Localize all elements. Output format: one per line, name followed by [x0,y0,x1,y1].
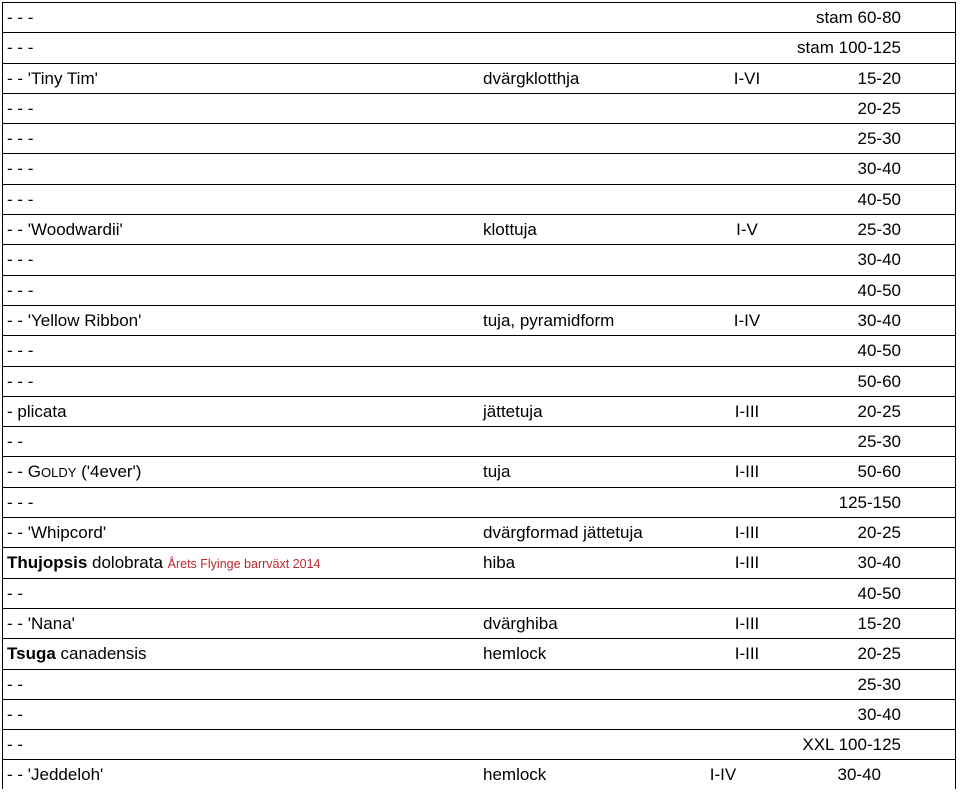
plant-name-suffix: ('4ever') [76,462,142,482]
plant-size: XXL 100-125 [802,735,901,755]
plant-price-table [2,2,956,789]
hardiness-zone: I-VI [733,68,761,88]
plant-name [7,463,141,482]
plant-name: - - 'Tiny Tim' [7,68,98,88]
table-row [3,700,955,730]
table-row [3,760,955,790]
plant-size: 125-150 [838,492,901,512]
award-note: Årets Flyinge barrväxt 2014 [167,557,321,572]
plant-name [7,554,320,573]
plant-size: 40-50 [857,280,901,300]
plant-size: stam 60-80 [815,8,901,27]
plant-name: - - - [7,280,34,300]
table-row [3,245,955,275]
hardiness-zone: I-III [734,613,760,633]
plant-size: 15-20 [857,68,901,88]
plant-description: dvärgformad jättetuja [483,523,643,543]
plant-name: - - - [7,492,34,512]
plant-size: 25-30 [857,674,901,694]
plant-name: - - - [7,129,34,149]
hardiness-zone: I-III [734,644,760,664]
plant-name-prefix: - - G [7,462,41,482]
plant-name: - - 'Woodwardii' [7,220,123,240]
table-row [3,336,955,366]
plant-size: 25-30 [857,129,901,149]
plant-description: jättetuja [483,401,543,421]
hardiness-zone: I-IV [733,310,761,330]
table-row [3,609,955,639]
plant-name: - - - [7,159,34,179]
plant-name: - plicata [7,401,67,421]
table-row [3,488,955,518]
plant-size: 50-60 [857,371,901,391]
plant-size: 40-50 [857,583,901,603]
plant-name: - - [7,583,24,603]
plant-description: dvärghiba [483,613,558,633]
hardiness-zone: I-III [734,462,760,482]
plant-name: - - - [7,371,34,391]
table-row [3,548,955,578]
table-row [3,215,955,245]
genus-name: Thujopsis [7,553,88,573]
plant-size: 30-40 [857,250,901,270]
plant-name: - - 'Jeddeloh' [7,765,104,785]
plant-name: - - 'Nana' [7,613,75,633]
plant-size: stam 100-125 [797,38,901,58]
table-row [3,3,955,33]
plant-size: 20-25 [857,401,901,421]
plant-name: - - - [7,250,34,270]
plant-size: 30-40 [857,704,901,724]
plant-size: 30-40 [857,159,901,179]
table-row [3,276,955,306]
table-row [3,670,955,700]
table-row [3,64,955,94]
plant-name: - - [7,432,24,452]
plant-name-small-caps: OLDY [41,465,77,481]
plant-size: 30-40 [857,310,901,330]
plant-name: - - [7,704,24,724]
hardiness-zone: I-V [736,220,758,240]
plant-size: 50-60 [857,462,901,482]
table-row [3,457,955,487]
plant-size: 40-50 [857,341,901,361]
plant-name: - - [7,735,24,755]
hardiness-zone: I-III [734,401,760,421]
plant-name: - - - [7,98,34,118]
plant-name: - - - [7,189,34,209]
table-row [3,367,955,397]
plant-size: 30-40 [857,553,901,573]
hardiness-zone: I-III [734,523,760,543]
plant-size: 20-25 [857,98,901,118]
plant-description: hemlock [483,765,547,785]
table-row [3,154,955,184]
plant-size: 25-30 [857,220,901,240]
plant-name: - - 'Whipcord' [7,523,107,543]
plant-size: 25-30 [857,432,901,452]
plant-name: - - - [7,341,34,361]
plant-size: 20-25 [857,644,901,664]
plant-name: - - [7,674,24,694]
table-row [3,33,955,63]
table-row [3,124,955,154]
table-row [3,730,955,760]
plant-name: - - - [7,38,34,58]
table-row [3,94,955,124]
genus-name: Tsuga [7,644,56,664]
species-name: dolobrata [87,553,168,573]
plant-description: tuja [483,462,511,482]
plant-size: 30-40 [837,765,881,785]
table-row [3,306,955,336]
plant-description: klottuja [483,220,537,240]
plant-description: dvärgklotthja [483,68,580,88]
table-row [3,639,955,669]
table-row [3,518,955,548]
plant-name [7,645,147,663]
plant-size: 40-50 [857,189,901,209]
table-row [3,427,955,457]
plant-description: hemlock [483,644,547,664]
table-row [3,397,955,427]
hardiness-zone: I-III [734,553,760,573]
plant-name: - - 'Yellow Ribbon' [7,310,142,330]
table-row [3,185,955,215]
plant-size: 15-20 [857,613,901,633]
plant-description: hiba [483,553,516,573]
species-name: canadensis [55,644,147,664]
plant-description: tuja, pyramidform [483,310,615,330]
table-row [3,579,955,609]
plant-size: 20-25 [857,523,901,543]
hardiness-zone: I-IV [709,765,737,785]
plant-name: - - - [7,8,34,27]
